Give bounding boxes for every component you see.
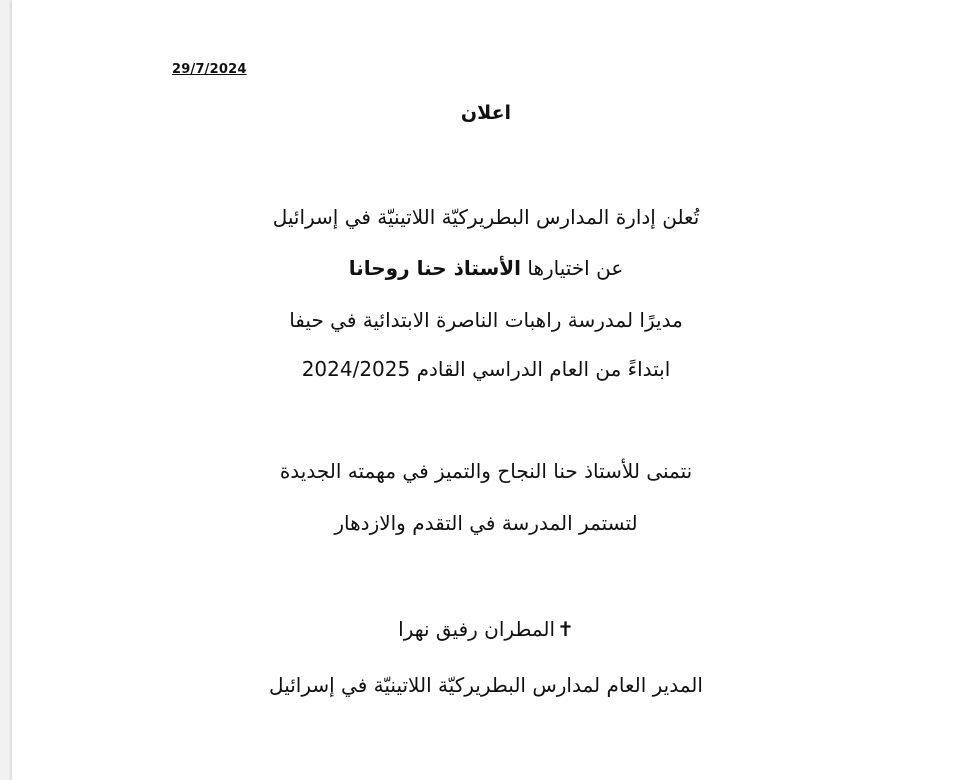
cross-icon: ✝ bbox=[557, 617, 574, 641]
signature-role: المدير العام لمدارس البطريركيّة اللاتينيّة في إسرائيل bbox=[269, 673, 703, 697]
announcement-title bbox=[12, 102, 960, 124]
body-line-2-prefix: عن اختيارها bbox=[527, 256, 624, 280]
body-line-3: مديرًا لمدرسة راهبات الناصرة الابتدائية في حيفا bbox=[289, 308, 683, 332]
wish-line-1: نتمنى للأستاذ حنا النجاح والتميز في مهمته الجديدة bbox=[279, 459, 693, 483]
body-line-2 bbox=[12, 255, 960, 281]
signature-name-line bbox=[12, 616, 960, 642]
wish-line-2: لتستمر المدرسة في التقدم والازدهار bbox=[334, 511, 638, 535]
document-page bbox=[12, 0, 960, 780]
body-line-1: تُعلن إدارة المدارس البطريركيّة اللاتينيّة في إسرائيل bbox=[272, 205, 700, 229]
document-date: 29/7/2024 bbox=[172, 62, 247, 77]
signature-name: المطران رفيق نهرا bbox=[398, 617, 556, 641]
body-line-4: ابتداءً من العام الدراسي القادم 2024/2025 bbox=[301, 357, 671, 381]
appointee-name: الأستاذ حنا روحانا bbox=[348, 256, 521, 280]
announcement-title-text: اعلان bbox=[460, 102, 512, 124]
